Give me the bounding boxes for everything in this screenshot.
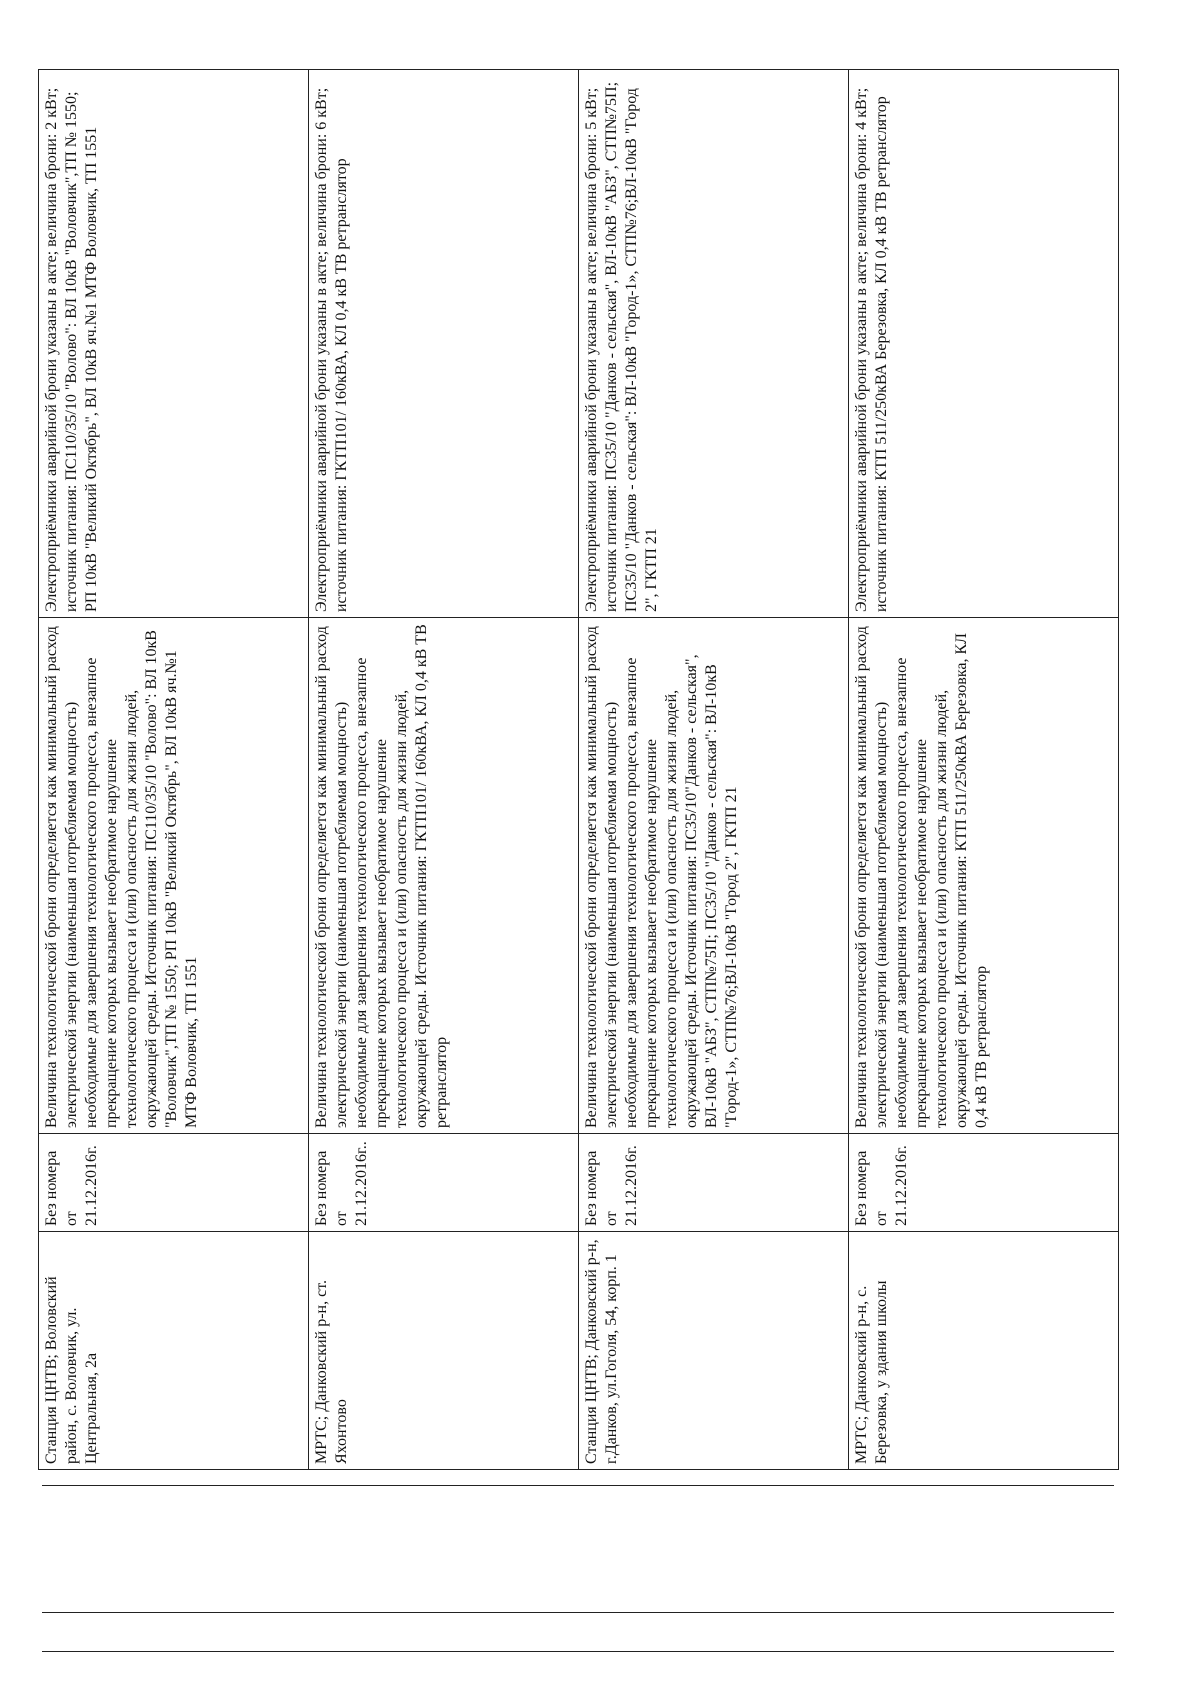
act-cell: Без номера от 21.12.2016г.	[39, 1134, 309, 1232]
emergency-reserve-cell: Электроприёмники аварийной брони указаны в акте; величина брони: 2 кВт; источник питания: ПС110/35/10 "Волово": ВЛ 10кВ "Воловчик",ТП № 1550; РП 10кВ "Великий Октябрь", ВЛ 10кВ яч.№1 МТФ Воловчик, ТП 1551	[39, 70, 309, 618]
table-row	[849, 70, 1119, 1470]
rotated-table-area	[38, 70, 1118, 1470]
blank-line	[42, 1485, 1114, 1486]
location-cell: МРТС; Данковский р-н, с. Березовка, у здания школы	[849, 1232, 1119, 1470]
table-row	[309, 70, 579, 1470]
table-row	[579, 70, 849, 1470]
tech-reserve-cell: Величина технологической брони определяется как минимальный расход электрической энергии (наименьшая потребляемая мощность) необходимые для завершения технологического процесса, внезапное прекращение которых вызывает необратимое нарушение технологического процесса и (или) опасность для жизни людей, окружающей среды. Источник питания: ПС35/10"Данков - сельская", ВЛ-10кВ "АБЗ", СТП№75П; ПС35/10 "Данков - сельская": ВЛ-10кВ "Город-1», СТП№76;ВЛ-10кВ "Город 2", ГКТП 21	[579, 618, 849, 1134]
act-cell: Без номера от 21.12.2016г.	[579, 1134, 849, 1232]
table-row	[39, 70, 309, 1470]
location-cell: Станция ЦНТВ; Воловский район, с. Воловчик, ул. Центральная, 2а	[39, 1232, 309, 1470]
blank-line	[42, 1651, 1114, 1652]
location-cell: Станция ЦНТВ; Данковский р-н, г.Данков, ул.Гоголя, 54, корп. 1	[579, 1232, 849, 1470]
blank-line	[42, 1612, 1114, 1613]
tech-reserve-cell: Величина технологической брони определяется как минимальный расход электрической энергии (наименьшая потребляемая мощность) необходимые для завершения технологического процесса, внезапное прекращение которых вызывает необратимое нарушение технологического процесса и (или) опасность для жизни людей, окружающей среды. Источник питания: КТП 511/250кВА Березовка, КЛ 0,4 кВ ТВ ретранслятор	[849, 618, 1119, 1134]
emergency-reserve-cell: Электроприёмники аварийной брони указаны в акте; величина брони: 4 кВт; источник питания: КТП 511/250кВА Березовка, КЛ 0,4 кВ ТВ ретранслятор	[849, 70, 1119, 618]
emergency-reserve-cell: Электроприёмники аварийной брони указаны в акте; величина брони: 5 кВт; источник питания: ПС35/10 "Данков - сельская", ВЛ-10кВ "АБЗ", СТП№75П; ПС35/10 "Данков - сельская": ВЛ-10кВ "Город-1», СТП№76;ВЛ-10кВ "Город 2", ГКТП 21	[579, 70, 849, 618]
reservation-table	[38, 69, 1119, 1470]
emergency-reserve-cell: Электроприёмники аварийной брони указаны в акте; величина брони: 6 кВт; источник питания: ГКТП101/ 160кВА, КЛ 0,4 кВ ТВ ретранслятор	[309, 70, 579, 618]
act-cell: Без номера от 21.12.2016г..	[309, 1134, 579, 1232]
tech-reserve-cell: Величина технологической брони определяется как минимальный расход электрической энергии (наименьшая потребляемая мощность) необходимые для завершения технологического процесса, внезапное прекращение которых вызывает необратимое нарушение технологического процесса и (или) опасность для жизни людей, окружающей среды. Источник питания: ГКТП101/ 160кВА, КЛ 0,4 кВ ТВ ретранслятор	[309, 618, 579, 1134]
location-cell: МРТС; Данковский р-н, ст. Яхонтово	[309, 1232, 579, 1470]
tech-reserve-cell: Величина технологической брони определяется как минимальный расход электрической энергии (наименьшая потребляемая мощность) необходимые для завершения технологического процесса, внезапное прекращение которых вызывает необратимое нарушение технологического процесса и (или) опасность для жизни людей, окружающей среды. Источник питания: ПС110/35/10 "Волово": ВЛ 10кВ "Воловчик",ТП № 1550; РП 10кВ "Великий Октябрь", ВЛ 10кВ яч.№1 МТФ Воловчик, ТП 1551	[39, 618, 309, 1134]
act-cell: Без номера от 21.12.2016г.	[849, 1134, 1119, 1232]
